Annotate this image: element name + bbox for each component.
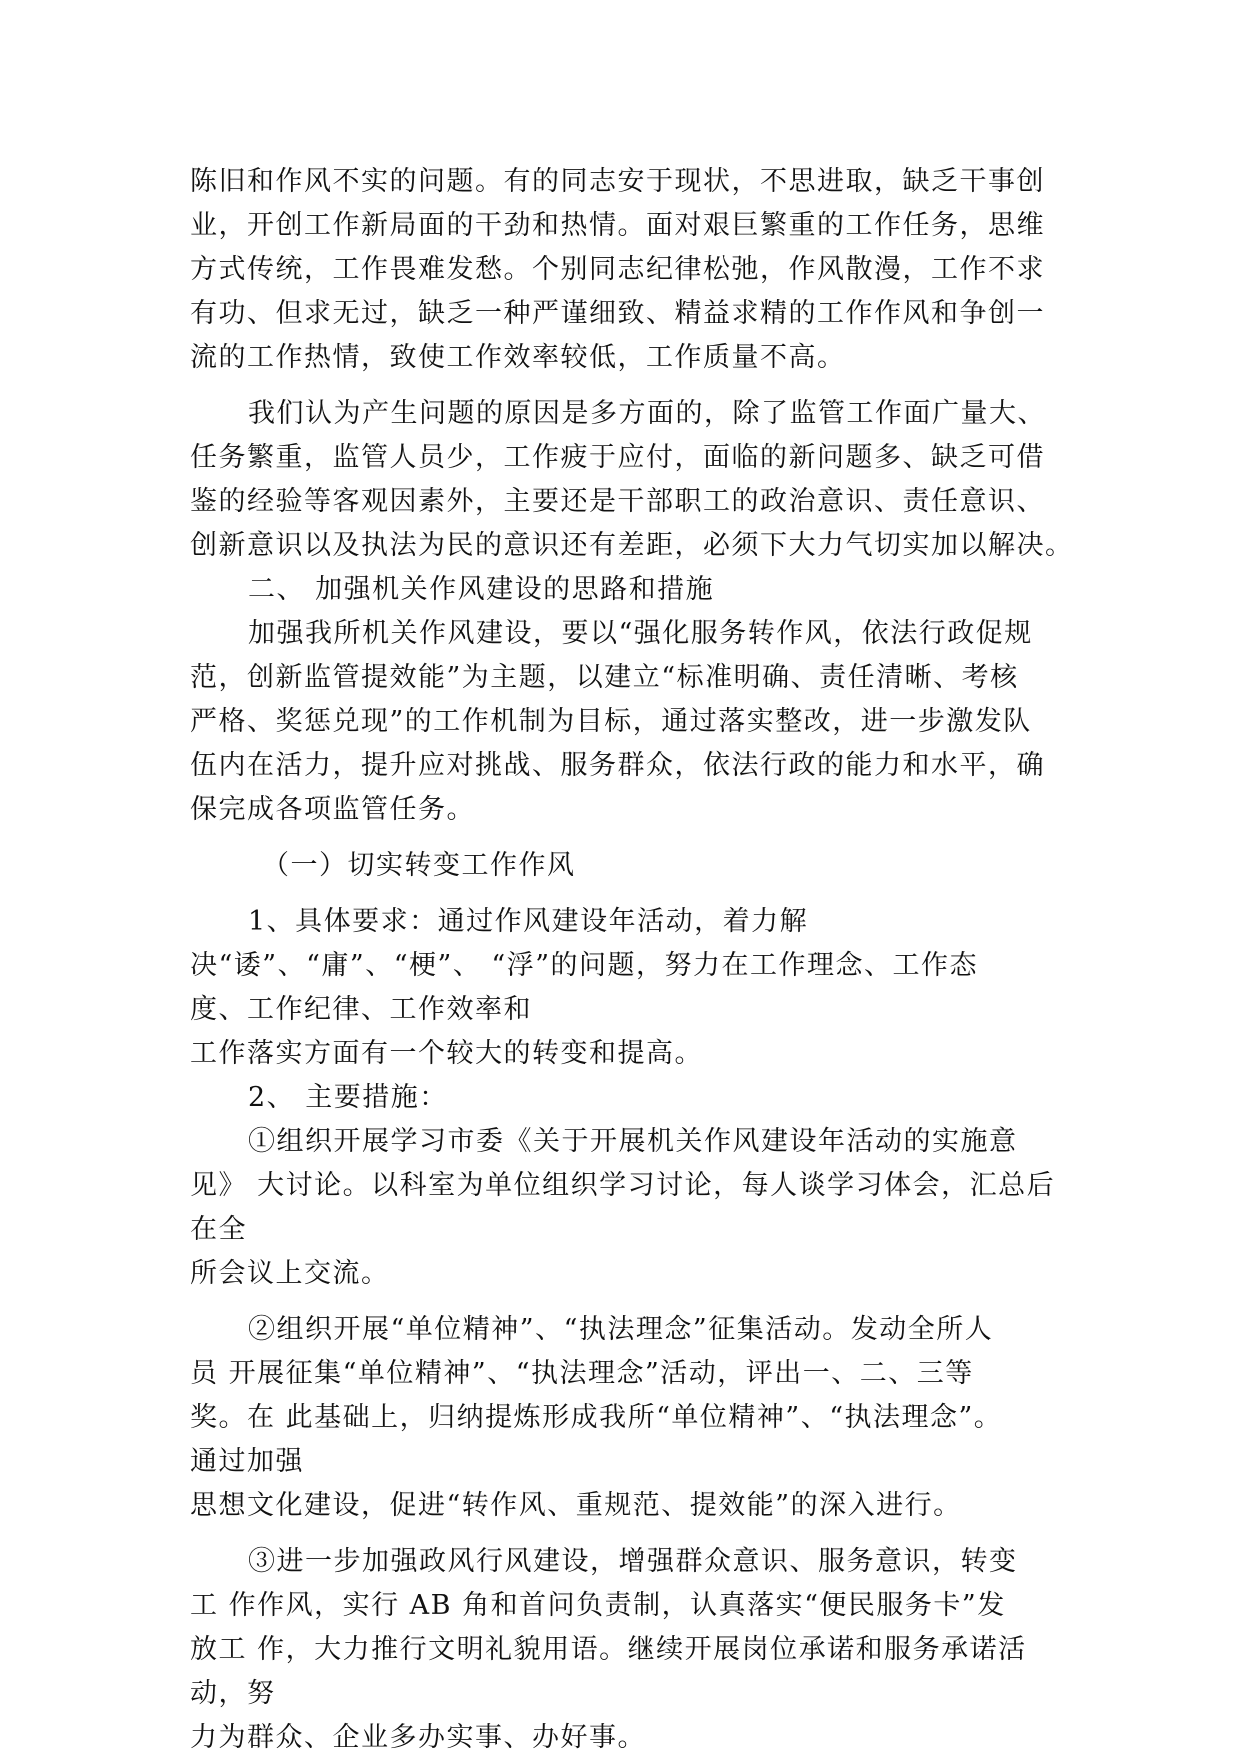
text-line: 任务繁重，监管人员少，工作疲于应付，面临的新问题多、缺乏可借 <box>190 442 1045 473</box>
text-line: 工 作作风，实行 AB 角和首问负责制，认真落实“便民服务卡”发 <box>190 1590 1006 1621</box>
document-body <box>190 160 1074 1760</box>
text-line: 动，努 <box>190 1678 276 1709</box>
text-line: ①组织开展学习市委《关于开展机关作风建设年活动的实施意 <box>248 1126 1018 1157</box>
text-line: 业，开创工作新局面的干劲和热情。面对艰巨繁重的工作任务，思维 <box>190 210 1045 241</box>
text-line: 决“诿”、“庸”、“梗”、 “浮”的问题，努力在工作理念、工作态 <box>190 950 979 981</box>
paragraph-theme <box>190 612 1070 832</box>
text-line: 奖。在 此基础上，归纳提炼形成我所“单位精神”、“执法理念”。 <box>190 1402 1003 1433</box>
text-line: 加强我所机关作风建设，要以“强化服务转作风，依法行政促规 <box>248 618 1033 649</box>
paragraph-problems <box>190 160 1070 380</box>
paragraph-requirements <box>190 900 1070 1076</box>
text-line: 通过加强 <box>190 1446 304 1477</box>
text-line: 度、工作纪律、工作效率和 <box>190 994 532 1025</box>
text-line: 我们认为产生问题的原因是多方面的，除了监管工作面广量大、 <box>248 398 1046 429</box>
text-line: 鉴的经验等客观因素外，主要还是干部职工的政治意识、责任意识、 <box>190 486 1045 517</box>
text-line: 范，创新监管提效能”为主题，以建立“标准明确、责任清晰、考核 <box>190 662 1019 693</box>
text-line: 1、具体要求：通过作风建设年活动，着力解 <box>248 906 809 937</box>
paragraph-causes <box>190 392 1074 568</box>
text-line: 伍内在活力，提升应对挑战、服务群众，依法行政的能力和水平，确 <box>190 750 1045 781</box>
text-line: 创新意识以及执法为民的意识还有差距，必须下大力气切实加以解决。 <box>190 530 1074 561</box>
text-line: 陈旧和作风不实的问题。有的同志安于现状，不思进取，缺乏干事创 <box>190 166 1045 197</box>
text-line: 流的工作热情，致使工作效率较低，工作质量不高。 <box>190 342 846 373</box>
text-line: 有功、但求无过，缺乏一种严谨细致、精益求精的工作作风和争创一 <box>190 298 1045 329</box>
measures-heading: 2、 主要措施： <box>248 1082 448 1113</box>
text-line: 方式传统，工作畏难发愁。个别同志纪律松弛，作风散漫，工作不求 <box>190 254 1045 285</box>
text-line: ③进一步加强政风行风建设，增强群众意识、服务意识，转变 <box>248 1546 1018 1577</box>
measure-item-2 <box>190 1308 1070 1528</box>
text-line: 思想文化建设，促进“转作风、重规范、提效能”的深入进行。 <box>190 1490 962 1521</box>
section-heading: 二、 加强机关作风建设的思路和措施 <box>248 574 715 605</box>
text-line: 保完成各项监管任务。 <box>190 794 475 825</box>
text-line: 工作落实方面有一个较大的转变和提高。 <box>190 1038 703 1069</box>
text-line: 员 开展征集“单位精神”、“执法理念”活动，评出一、二、三等 <box>190 1358 974 1389</box>
text-line: 放工 作，大力推行文明礼貌用语。继续开展岗位承诺和服务承诺活 <box>190 1634 1027 1665</box>
text-line: 在全 <box>190 1214 247 1245</box>
text-line: 严格、奖惩兑现”的工作机制为目标，通过落实整改，进一步激发队 <box>190 706 1032 737</box>
measure-item-1 <box>190 1120 1070 1296</box>
measure-item-3 <box>190 1540 1070 1760</box>
text-line: 所会议上交流。 <box>190 1258 390 1289</box>
text-line: 见》 大讨论。以科室为单位组织学习讨论，每人谈学习体会，汇总后 <box>190 1170 1056 1201</box>
subsection-heading: （一）切实转变工作作风 <box>262 850 576 881</box>
text-line: ②组织开展“单位精神”、“执法理念”征集活动。发动全所人 <box>248 1314 994 1345</box>
text-line: 力为群众、企业多办实事、办好事。 <box>190 1722 646 1753</box>
